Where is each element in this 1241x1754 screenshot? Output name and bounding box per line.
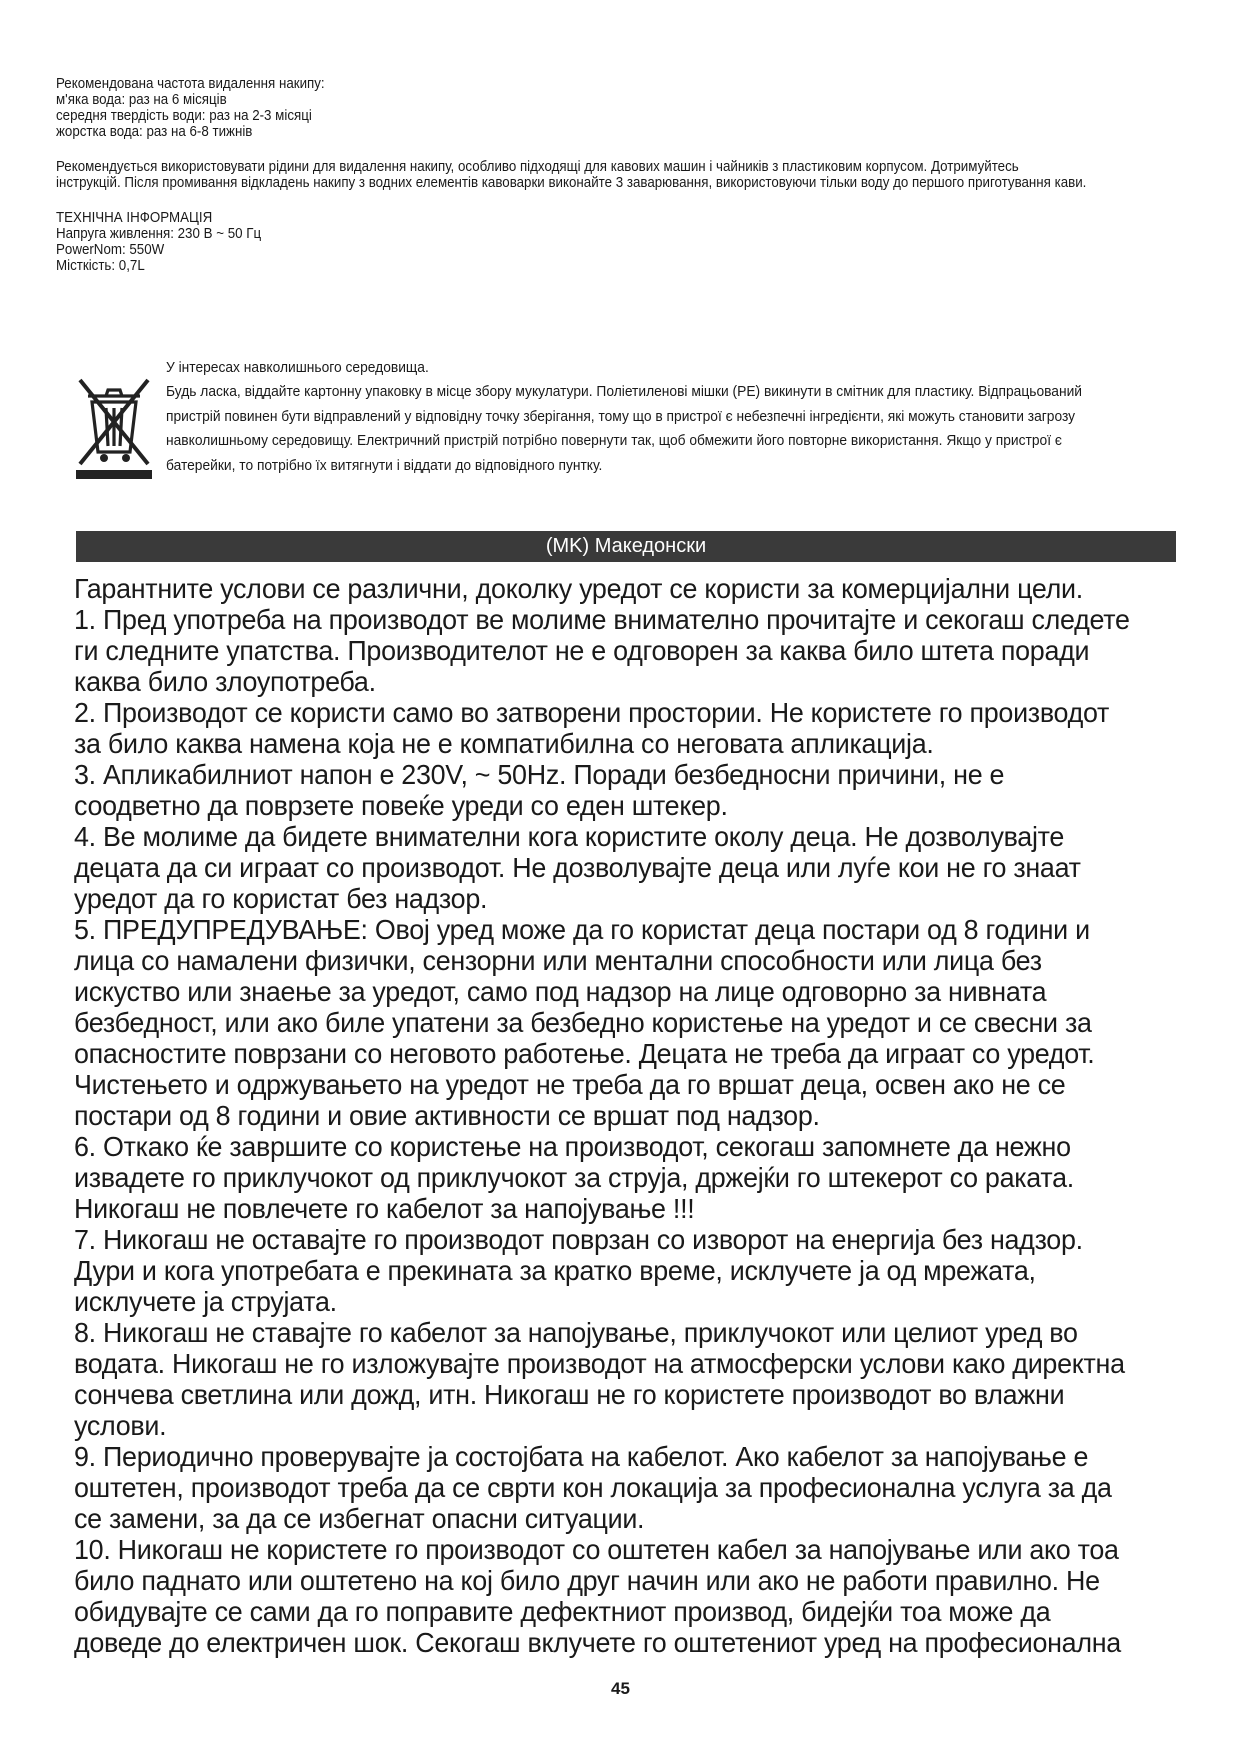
paragraph: 4. Ве молиме да бидете внимателни кога користите околу деца. Не дозволувајте децата да си играат со производот. Не дозволувајте деца или луѓе кои не го знаат уредот да го користат без надзор. [74,821,1081,914]
descaling-line: Рекомендована частота видалення накипу: [56,76,325,92]
paragraph: 5. ПРЕДУПРЕДУВАЊЕ: Овој уред може да го користат деца постари од 8 години и лица со намалени физички, сензорни или ментални способности или лица без искуство или знаење за уредот, само под надзор на лице одговорно за нивната безбедност, или ако биле упатени за безбедно користење на уредот и се свесни за опасностите поврзани со неговото работење. Децата не треба да играат со уредот. Чистењето и одржувањето на уредот не треба да го вршат деца, освен ако не се постари од 8 години и овие активности се вршат под надзор. [74,914,1095,1131]
paragraph: 7. Никогаш не оставајте го производот поврзан со изворот на енергија без надзор. Дури и кога употребата е прекината за кратко време, исклучете ја од мрежата, исклучете ја струјата. [74,1224,1083,1317]
weee-recycling-icon [74,372,154,480]
paragraph: 3. Апликабилниот напон е 230V, ~ 50Hz. Поради безбедносни причини, не е соодветно да поврзете повеќе уреди со еден штекер. [74,759,1005,821]
paragraph: 9. Периодично проверувајте ја состојбата на кабелот. Ако кабелот за напојување е оштетен, производот треба да се сврти кон локација за професионална услуга за да се замени, за да се избегнат опасни ситуации. [74,1441,1112,1534]
paragraph: 1. Пред употреба на производот ве молиме внимателно прочитајте и секогаш следете ги следните упатства. Производителот не е одговорен за каква било штета поради каква било злоупотреба. [74,604,1130,697]
tech-line: Місткість: 0,7L [56,258,145,274]
paragraph: Гарантните услови се различни, доколку уредот се користи за комерцијални цели. [74,573,1083,604]
descaling-line: м'яка вода: раз на 6 місяців [56,92,227,108]
descaling-line: жорстка вода: раз на 6-8 тижнів [56,124,253,140]
tech-line: Напруга живлення: 230 В ~ 50 Гц [56,226,262,242]
environment-notice [166,356,1103,478]
tech-line: ТЕХНІЧНА ІНФОРМАЦІЯ [56,210,213,226]
paragraph: 10. Никогаш не користете го производот со оштетен кабел за напојување или ако тоа било паднато или оштетено на кој било друг начин или ако не работи правилно. Не обидувајте се сами да го поправите дефектниот производ, бидејќи тоа може да доведе до електричен шок. Секогаш вклучете го оштетениот уред на професионална [74,1534,1121,1658]
page-number: 45 [611,1679,630,1698]
paragraph: 6. Откако ќе завршите со користење на производот, секогаш запомнете да нежно извадете го приклучокот од приклучокот за струја, држејќи го штекерот со раката. Никогаш не повлечете го кабелот за напојување !!! [74,1131,1074,1224]
technical-info [56,210,1086,274]
ukrainian-section [56,76,1086,274]
paragraph: 2. Производот се користи само во затворени простории. Не користете го производот за било каква намена која не е компатибилна со неговата апликација. [74,697,1110,759]
descaling-recommendation: Рекомендується використовувати рідини для видалення накипу, особливо підходящі для кавових машин і чайників з пластиковим корпусом. Дотримуйтесь інструкцій. Після промивання відкладень накипу з водних елементів кавоварки виконайте 3 заварювання, використовуючи тільки воду до першого приготування кави. [56,159,1087,191]
paragraph: 8. Никогаш не ставајте го кабелот за напојување, приклучокот или целиот уред во водата. Никогаш не го изложувајте производот на атмосферски услови како директна сончева светлина или дожд, итн. Никогаш не го користете производот во влажни услови. [74,1317,1125,1441]
environment-title: У інтересах навколишнього середовища. [166,359,429,376]
environment-text: Будь ласка, віддайте картонну упаковку в місце збору мукулатури. Поліетиленові мішки (PE) викинути в смітник для пластику. Відпрацьований пристрій повинен бути відправлений у відповідну точку зберігання, тому що в пристрої є небезпечні інгредієнти, які можуть становити загрозу навколишньому середовищу. Електричний пристрій потрібно повернути так, щоб обмежити його повторне використання. Якщо у пристрої є батерейки, то потрібно їх витягнути і віддати до відповідного пунтку. [166,383,1083,474]
descaling-frequency [56,76,1086,140]
tech-line: PowerNom: 550W [56,242,165,258]
macedonian-section [74,573,1136,1658]
descaling-line: середня твердість води: раз на 2-3 місяці [56,108,312,124]
language-section-header: (MK) Македонски [76,531,1176,562]
